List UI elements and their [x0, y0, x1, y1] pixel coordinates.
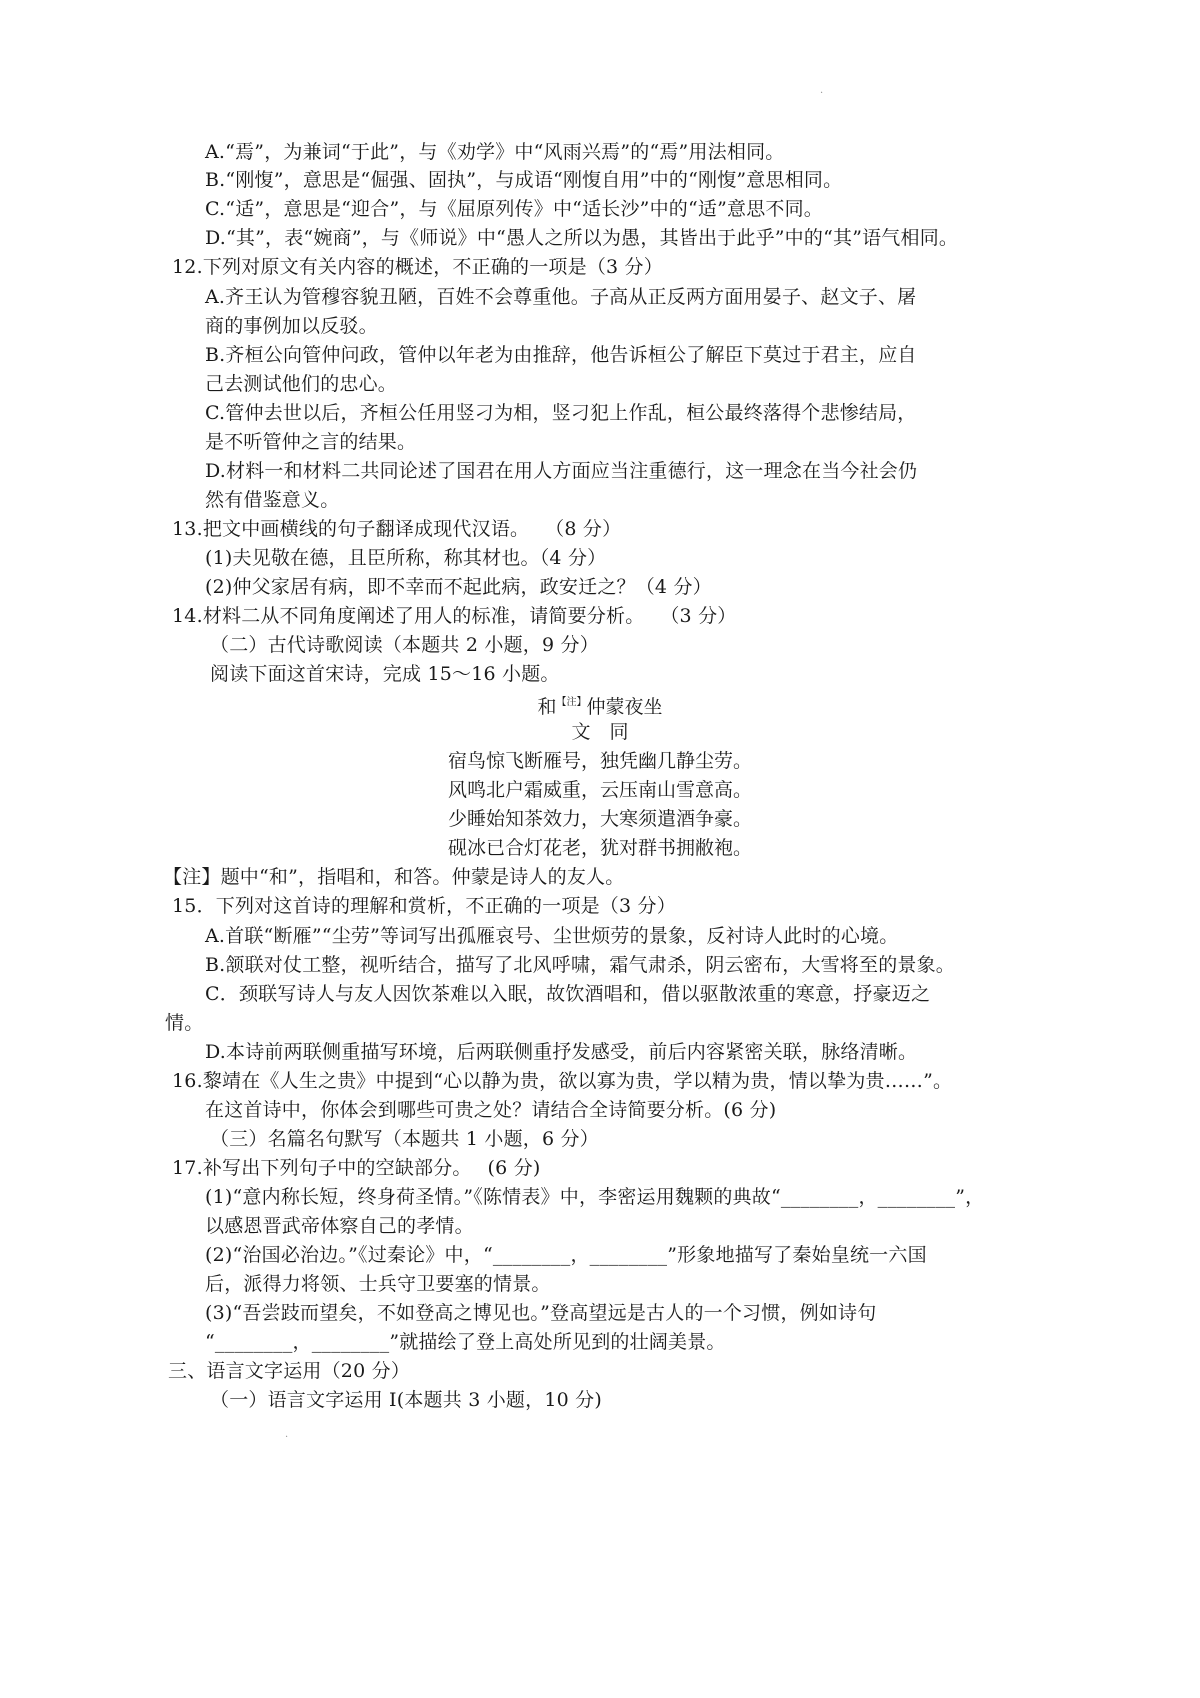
part-3-heading: 三、语言文字运用（20 分） — [168, 1360, 411, 1382]
q12-stem: 12.下列对原文有关内容的概述，不正确的一项是（3 分） — [172, 256, 663, 278]
q17-stem: 17.补写出下列句子中的空缺部分。 (6 分) — [172, 1157, 541, 1179]
poem-line: 少睡始知茶效力，大寒须遣酒争豪。 — [447, 808, 752, 830]
q17-item-3-line2: “________，________”就描绘了登上高处所见到的壮阔美景。 — [205, 1331, 726, 1353]
q15-option-d: D.本诗前两联侧重描写环境，后两联侧重抒发感受，前后内容紧密关联，脉络清晰。 — [205, 1041, 918, 1063]
section-2-heading: （二）古代诗歌阅读（本题共 2 小题，9 分） — [210, 634, 599, 656]
q14-stem: 14.材料二从不同角度阐述了用人的标准，请简要分析。 （3 分） — [172, 605, 737, 627]
q11-option-c: C.“适”，意思是“迎合”，与《屈原列传》中“适长沙”中的“适”意思不同。 — [205, 198, 824, 220]
q17-item-1-line1: (1)“意内称长短，终身荷圣情。”《陈情表》中，李密运用魏颗的典故“________，________”， — [205, 1186, 985, 1208]
q12-option-b-line2: 己去测试他们的忠心。 — [205, 373, 398, 395]
q12-option-d-line2: 然有借鉴意义。 — [205, 489, 340, 511]
q11-option-b: B.“刚愎”，意思是“倔强、固执”，与成语“刚愎自用”中的“刚愎”意思相同。 — [205, 169, 843, 191]
poem-title-prefix: 和 — [537, 696, 557, 718]
q15-option-c-line1: C．颈联写诗人与友人因饮茶难以入眠，故饮酒唱和，借以驱散浓重的寒意，抒豪迈之 — [205, 983, 931, 1005]
q11-option-d: D.“其”，表“婉商”，与《师说》中“愚人之所以为愚，其皆出于此乎”中的“其”语气相同。 — [205, 227, 959, 249]
q12-option-c-line1: C.管仲去世以后，齐桓公任用竖刁为相，竖刁犯上作乱，桓公最终落得个悲惨结局， — [205, 402, 917, 424]
q15-stem: 15．下列对这首诗的理解和赏析，不正确的一项是（3 分） — [172, 895, 676, 917]
q15-option-b: B.颔联对仗工整，视听结合，描写了北风呼啸，霜气肃杀，阴云密布，大雪将至的景象。 — [205, 954, 956, 976]
q15-option-c-line2: 情。 — [165, 1012, 204, 1034]
scan-speck: · — [820, 88, 824, 99]
poem-note: 【注】题中“和”，指唱和，和答。仲蒙是诗人的友人。 — [163, 866, 625, 888]
q16-line2: 在这首诗中，你体会到哪些可贵之处？请结合全诗简要分析。(6 分) — [205, 1099, 777, 1121]
q12-option-b-line1: B.齐桓公向管仲问政，管仲以年老为由推辞，他告诉桓公了解臣下莫过于君主，应自 — [205, 344, 917, 366]
scan-speck: · — [285, 1432, 289, 1443]
poem-line: 风鸣北户霜威重，云压南山雪意高。 — [447, 779, 752, 801]
q12-option-d-line1: D.材料一和材料二共同论述了国君在用人方面应当注重德行，这一理念在当今社会仍 — [205, 460, 918, 482]
part-3-subheading: （一）语言文字运用 I(本题共 3 小题，10 分) — [210, 1389, 602, 1411]
q17-item-2-line1: (2)“治国必治边。”《过秦论》中，“________，________”形象地描写了秦始皇统一六国 — [205, 1244, 927, 1266]
poem-title — [0, 691, 1200, 719]
section-3-heading: （三）名篇名句默写（本题共 1 小题，6 分） — [210, 1128, 599, 1150]
q17-item-1-line2: 以感恩晋武帝体察自己的孝情。 — [205, 1215, 474, 1237]
q11-option-a: A.“焉”，为兼词“于此”，与《劝学》中“风雨兴焉”的“焉”用法相同。 — [205, 141, 785, 163]
q13-sentence-1: (1)夫见敬在德，且臣所称，称其材也。（4 分） — [205, 547, 607, 569]
poem-line: 砚冰已合灯花老，犹对群书拥敝袍。 — [447, 837, 752, 859]
q12-option-c-line2: 是不听管仲之言的结果。 — [205, 431, 417, 453]
q16-line1: 16.黎靖在《人生之贵》中提到“心以静为贵，欲以寡为贵，学以精为贵，情以挚为贵……”。 — [172, 1070, 953, 1092]
q12-option-a-line2: 商的事例加以反驳。 — [205, 315, 378, 337]
section-2-intro: 阅读下面这首宋诗，完成 15～16 小题。 — [210, 663, 560, 685]
q17-item-3-line1: (3)“吾尝跂而望矣，不如登高之博见也。”登高望远是古人的一个习惯，例如诗句 — [205, 1302, 877, 1324]
poem-author: 文 同 — [571, 721, 629, 743]
q13-sentence-2: (2)仲父家居有病，即不幸而不起此病，政安迁之？（4 分） — [205, 576, 712, 598]
poem-note-marker: 【注】 — [556, 697, 587, 708]
poem-line: 宿鸟惊飞断雁号，独凭幽几静尘劳。 — [447, 750, 752, 772]
q13-stem: 13.把文中画横线的句子翻译成现代汉语。 （8 分） — [172, 518, 622, 540]
q17-item-2-line2: 后，派得力将领、士兵守卫要塞的情景。 — [205, 1273, 551, 1295]
poem-title-suffix: 仲蒙夜坐 — [586, 696, 663, 718]
q12-option-a-line1: A.齐王认为管穆容貌丑陋，百姓不会尊重他。子高从正反两方面用晏子、赵文子、屠 — [205, 286, 917, 308]
q15-option-a: A.首联“断雁”“尘劳”等词写出孤雁哀号、尘世烦劳的景象，反衬诗人此时的心境。 — [205, 925, 899, 947]
